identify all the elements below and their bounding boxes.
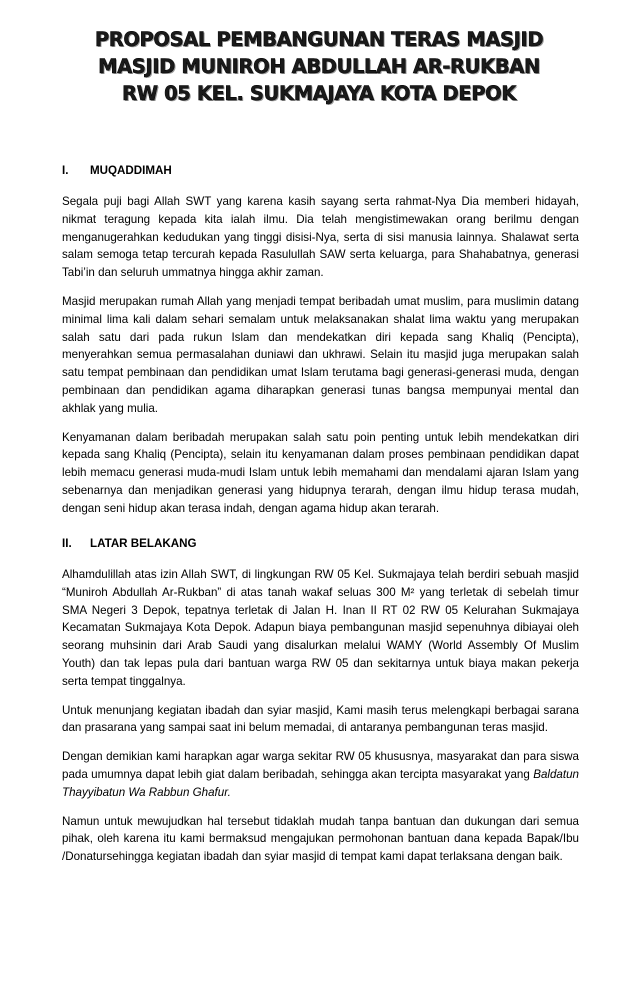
title-line-1: PROPOSAL PEMBANGUNAN TERAS MASJID [94, 28, 544, 51]
document-title [0, 26, 638, 107]
italic-phrase: Baldatun Thayyibatun Wa Rabbun Ghafur. [62, 767, 579, 799]
paragraph [62, 748, 579, 801]
section-title: LATAR BELAKANG [90, 537, 197, 550]
paragraph: Kenyamanan dalam beribadah merupakan salah satu poin penting untuk lebih mendekatkan diri kepada sang Khaliq (Pencipta), selain itu kenyamanan dalam proses pembinaan pendidikan dapat lebih memacu generasi muda-mudi Islam untuk lebih memahami dan mendalami ajaran Islam yang sebenarnya dan menjadikan generasi yang hidupnya terarah, dengan ilmu hidup terasa mudah, dengan seni hidup akan terasa indah, dengan agama hidup akan terarah. [62, 430, 579, 515]
section-heading [62, 535, 579, 553]
paragraph: Untuk menunjang kegiatan ibadah dan syiar masjid, Kami masih terus melengkapi berbagai sarana dan prasarana yang sampai saat ini belum memadai, di antaranya pembangunan teras masjid. [62, 703, 579, 735]
section-muqaddimah [62, 162, 579, 529]
title-line-2: MASJID MUNIROH ABDULLAH AR-RUKBAN [98, 55, 540, 78]
section-heading [62, 162, 579, 180]
section-title: MUQADDIMAH [90, 164, 172, 177]
paragraph: Alhamdulillah atas izin Allah SWT, di lingkungan RW 05 Kel. Sukmajaya telah berdiri sebuah masjid “Muniroh Abdullah Ar-Rukban” di atas tanah wakaf seluas 300 M² yang terletak di sebelah timur SMA Negeri 3 Depok, tepatnya terletak di Jalan H. Inan II RT 02 RW 05 Kelurahan Sukmajaya Kecamatan Sukmajaya Kota Depok. Adapun biaya pembangunan masjid sepenuhnya dibiayai oleh seorang muhsinin dari Arab Saudi yang disalurkan melalui WAMY (World Assembly Of Muslim Youth) dan tak lepas pula dari bantuan warga RW 05 dan sekitarnya untuk biaya makan pekerja serta tempat tinggalnya. [62, 568, 579, 688]
section-latar-belakang [62, 535, 579, 877]
paragraph: Namun untuk mewujudkan hal tersebut tidaklah mudah tanpa bantuan dan dukungan dari semua pihak, oleh karena itu kami bermaksud mengajukan permohonan bantuan dana kepada Bapak/Ibu /Donatursehingga kegiatan ibadah dan syiar masjid di tempat kami dapat terlaksana dengan baik. [62, 814, 579, 864]
paragraph-text: Dengan demikian kami harapkan agar warga sekitar RW 05 khususnya, masyarakat dan para siswa pada umumnya dapat lebih giat dalam beribadah, sehingga akan tercipta masyarakat yang [62, 750, 579, 781]
paragraph: Segala puji bagi Allah SWT yang karena kasih sayang serta rahmat-Nya Dia memberi hidayah, nikmat teragung kepada kita ialah ilmu. Dia telah mengistimewakan orang berilmu dengan menganugerahkan kedudukan yang tinggi disisi-Nya, serta di sisi manusia lainnya. Shalawat serta salam semoga tetap tercurah kepada Rasulullah SAW serta keluarga, para Shahabatnya, generasi Tabi’in dan seluruh ummatnya hingga akhir zaman. [62, 195, 579, 280]
section-number: I. [62, 164, 69, 177]
title-line-3: RW 05 KEL. SUKMAJAYA KOTA DEPOK [122, 82, 516, 105]
paragraph: Masjid merupakan rumah Allah yang menjadi tempat beribadah umat muslim, para muslimin datang minimal lima kali dalam sehari semalam untuk melaksanakan shalat lima waktu yang merupakan salah satu dari pada rukun Islam dan mendekatkan diri kepada sang Khaliq (Pencipta), menyerahkan semua permasalahan duniawi dan ukhrawi. Selain itu masjid juga merupakan salah satu tempat pembinaan dan pendidikan umat Islam terutama bagi generasi-generasi muda, dengan pembinaan dan pendidikan agama diharapkan generasi tunas bangsa mempunyai mental dan akhlak yang mulia. [62, 294, 579, 415]
section-number: II. [62, 537, 72, 550]
